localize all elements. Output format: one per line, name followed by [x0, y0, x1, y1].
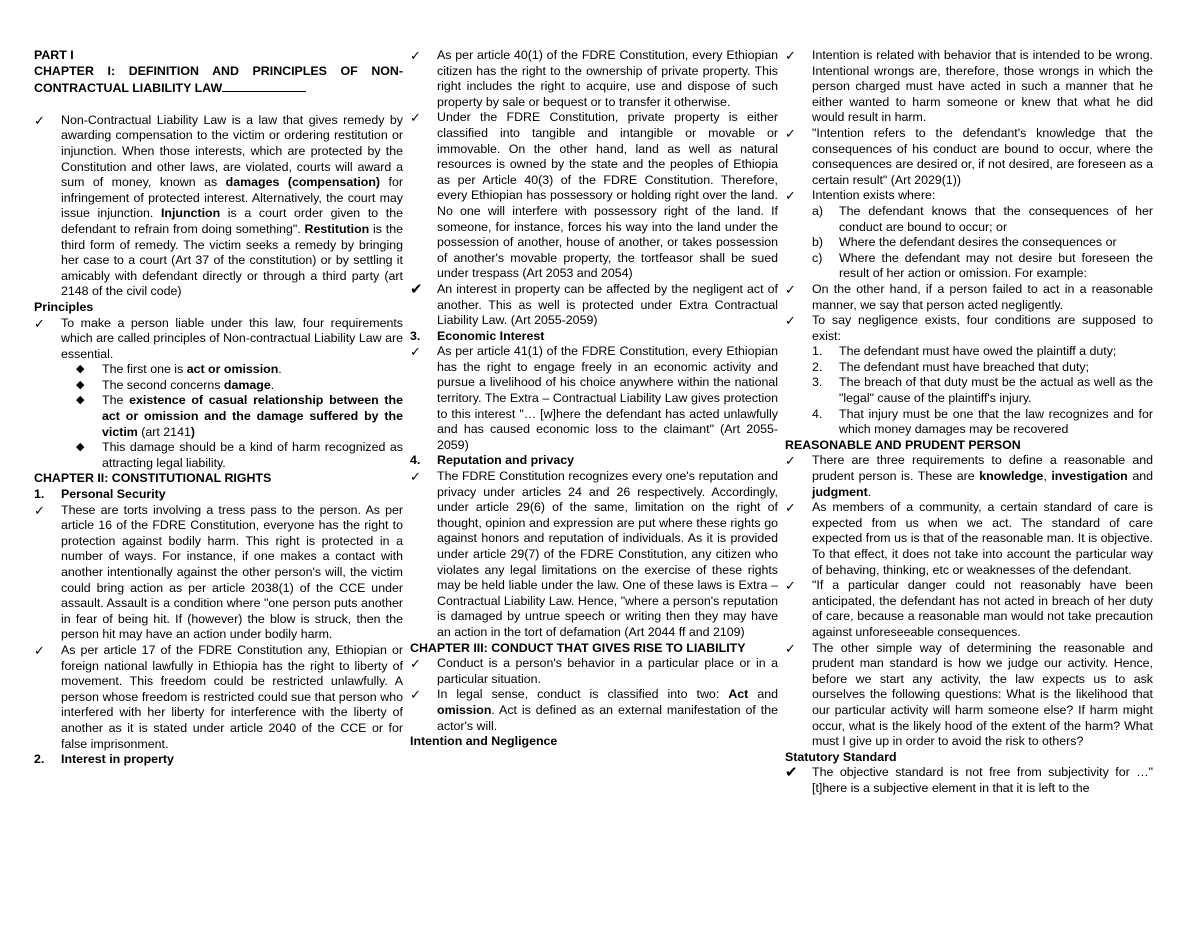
intention-paragraph: ✓ Intention is related with behavior that is intended to be wrong. Intentional wrongs are, therefore, those wrongs in which the person charged must have acted in such a manner that he either wanted to harm someone or knew that what he did would result in harm. [785, 48, 1153, 125]
section-heading: 3. Economic Interest [410, 328, 545, 343]
check-icon: ✓ [34, 315, 45, 331]
check-icon: ✓ [785, 640, 796, 656]
negligence-condition-item: 4. That injury must be one that the law recognizes and for which money damages may be recovered [812, 406, 1153, 437]
negligence-conditions-paragraph: ✓ To say negligence exists, four conditions are supposed to exist: [785, 313, 1153, 343]
chapter-3-title: CHAPTER III: CONDUCT THAT GIVES RISE TO LIABILITY [410, 640, 746, 655]
conduct-classification-paragraph: ✓ In legal sense, conduct is classified into two: Act and omission. Act is defined as an external manifestation of the actor's will. [410, 687, 778, 733]
check-icon: ✓ [410, 344, 421, 360]
intro-paragraph: ✓ Non-Contractual Liability Law is a law that gives remedy by awarding compensation to the victim or ordering restitution or injunction. When those interests, which are protected by the Constitution and other laws, are violated, courts will award a sum of money, known as damages (compensation) for infringement of protected interest. Alternatively, the court may issue injunction. Injunction is a court order given to the defendant to refrain from doing something". Restitution is the third form of remedy. The victim seeks a remedy by bringing her case to a court (Art 37 of the constitution) or by settling it amicably with defendant directly or through a third party (art 2148 of the civil code) [34, 112, 403, 299]
spacer [34, 97, 403, 113]
judge-activity-paragraph: ✓ The other simple way of determining the reasonable and prudent man standard is how we judge our activity. Hence, before we start any activity, the law expects us to ask ourselves the following questions: What is the likelihood that our particular activity will harm someone else? If harm might occur, what is the likely hood of the extent of the harm? What must I give up in order to avoid the risk to others? [785, 640, 1153, 749]
check-icon: ✓ [785, 188, 796, 204]
intention-negligence-heading: Intention and Negligence [410, 734, 558, 749]
check-icon: ✓ [410, 469, 421, 485]
standard-of-care-paragraph: ✓ As members of a community, a certain standard of care is expected from us when we act. The standard of care expected from us is that of the reasonable man. It is objective. To that effect, it does not take into account the particular way of behaving, thinking, etc or weaknesses of the defendant. [785, 500, 1153, 577]
check-icon: ✓ [785, 125, 796, 141]
diamond-bullet-icon: ◆ [76, 441, 85, 454]
principles-heading: Principles [34, 299, 94, 314]
unforeseeable-paragraph: ✓ "If a particular danger could not reasonably have been anticipated, the defendant has not acted in breach of her duty of care, because a reasonable man would not take precaution against unforeseeable consequences. [785, 578, 1153, 639]
check-icon: ✓ [34, 642, 45, 658]
statutory-standard-heading: Statutory Standard [785, 749, 897, 764]
check-icon: ✓ [410, 48, 421, 63]
economic-interest-paragraph: ✓ As per article 41(1) of the FDRE Constitution, every Ethiopian has the right to engage freely in an economic activity and pursue a livelihood of his choice anywhere within the national territory. The Extra – Contractual Liability Law gives protection to this interest "… [w]here the defendant has acted unlawfully and has caused economic loss to the claimant" (Art 2055-2059) [410, 344, 778, 452]
check-icon: ✓ [785, 281, 796, 297]
check-icon: ✓ [410, 656, 421, 672]
liberty-paragraph: ✓ As per article 17 of the FDRE Constitution any, Ethiopian or foreign national lawfully in Ethiopia has the right to liberty of movement. This freedom could be restricted unlawfully. A person whose freedom is restricted could sue that person who interfered with her liberty for interference with the liberty of another as it is stated under article 2040 of the CCE or for false imprisonment. [34, 642, 403, 751]
column-left [34, 48, 403, 768]
reputation-paragraph: ✓ The FDRE Constitution recognizes every one's reputation and privacy under articles 24 and 26 respectively. Accordingly, under article 29(6) of the same, limitation on the right of thought, opinion and expression are put where these rights go against honors and reputation of individuals. As it is provided under article 29(7) of the FDRE Constitution, any citizen who violates any legal limitations on the exercise of these rights may be held liable under the law. One of these laws is Extra – Contractual Liability Law. Hence, "where a person's reputation is damaged by untrue speech or writing then they may have an action in the tort of defamation (Art 2044 ff and 2109) [410, 469, 778, 639]
intention-subitem: a) The defendant knows that the consequences of her conduct are bound to occur; or [812, 203, 1153, 234]
section-heading: 1. Personal Security [34, 487, 166, 502]
check-icon: ✓ [785, 500, 796, 516]
intention-subitem: b) Where the defendant desires the consequences or [812, 235, 1117, 250]
section-heading: 4. Reputation and privacy [410, 453, 575, 468]
title-underline [222, 79, 306, 92]
heavy-check-icon: ✔ [785, 764, 798, 782]
diamond-bullet-icon: ◆ [76, 394, 85, 407]
check-icon: ✓ [785, 313, 796, 329]
section-heading: 2. Interest in property [34, 752, 174, 767]
principle-item: ◆ The first one is act or omission. [76, 362, 282, 377]
art40-paragraph: ✓ As per article 40(1) of the FDRE Constitution, every Ethiopian citizen has the right to the ownership of private property. This right includes the right to acquire, use and dispose of such property by sale or bequest or to transfer it otherwise. [410, 48, 778, 109]
intention-subitem: c) Where the defendant may not desire but foreseen the result of her action or omission. For example: [812, 250, 1153, 281]
negligently-paragraph: ✓ On the other hand, if a person failed to act in a reasonable manner, we say that person acted negligently. [785, 281, 1153, 312]
negligence-condition-item: 2. The defendant must have breached that duty; [812, 359, 1090, 374]
chapter-2-title: CHAPTER II: CONSTITUTIONAL RIGHTS [34, 471, 272, 486]
check-icon: ✓ [34, 112, 45, 128]
check-icon: ✓ [785, 48, 796, 63]
check-icon: ✓ [785, 578, 796, 594]
intention-definition-paragraph: ✓ "Intention refers to the defendant's knowledge that the consequences of his conduct are bound to occur, where the consequences are desired or, if not desired, are foreseen as a certain result" (Art 2029(1)) [785, 125, 1153, 187]
conduct-paragraph: ✓ Conduct is a person's behavior in a particular place or in a particular situation. [410, 656, 778, 686]
column-right [785, 48, 1153, 797]
check-icon: ✓ [410, 110, 421, 126]
diamond-bullet-icon: ◆ [76, 378, 85, 391]
negligence-condition-item: 3. The breach of that duty must be the actual as well as the "legal" cause of the plaintiff's injury. [812, 375, 1153, 406]
principle-item: ◆ The existence of casual relationship between the act or omission and the damage suffered by the victim (art 2141) [76, 393, 403, 439]
heavy-check-icon: ✔ [410, 280, 423, 298]
negligent-property-paragraph: ✔ An interest in property can be affected by the negligent act of another. This as well is protected under Extra Contractual Liability Law. (Art 2055-2059) [410, 280, 778, 328]
principle-item: ◆ The second concerns damage. [76, 377, 275, 392]
reasonable-prudent-heading: REASONABLE AND PRUDENT PERSON [785, 437, 1021, 452]
personal-security-paragraph: ✓ These are torts involving a tress pass to the person. As per article 16 of the FDRE Constitution, everyone has the right to protection against bodily harm. This right is protected in a number of ways. For instance, if one makes a contact with another intentionally against the other person's will, the victim could bring action as per article 2038(1) of the CCE under assault. Assault is a condition where "one person puts another in fear of being hit. If (however) the blow is struck, then the person hit may have an action under bodily harm. [34, 502, 403, 642]
check-icon: ✓ [785, 453, 796, 469]
property-paragraph: ✓ Under the FDRE Constitution, private property is either classified into tangible and intangible or movable or immovable. On the other hand, land as well as natural resources is owned by the state and the peoples of Ethiopia as per Article 40(3) of the FDRE Constitution. Therefore, every Ethiopian has possessory or holding right over the land. No one will interfere with possessory right of the land. If someone, for instance, forces his way into the land under the possession of another, house of another, or takes possession of another's movable property, the tortfeasor shall be sued under trespass (Art 2053 and 2054) [410, 110, 778, 281]
column-middle [410, 48, 778, 750]
principles-intro: ✓ To make a person liable under this law, four requirements which are called principles of Non-contractual Liability Law are essential. [34, 315, 403, 361]
statutory-paragraph: ✔ The objective standard is not free from subjectivity for …"[t]here is a subjective element in that it is left to the [785, 764, 1153, 795]
chapter-1-title: CHAPTER I: DEFINITION AND PRINCIPLES OF NON-CONTRACTUAL LIABILITY LAW [34, 63, 403, 96]
check-icon: ✓ [410, 687, 421, 703]
intention-exists-paragraph: ✓ Intention exists where: [785, 188, 936, 204]
check-icon: ✓ [34, 502, 45, 518]
rpp-requirements-paragraph: ✓ There are three requirements to define a reasonable and prudent person is. These are knowledge, investigation and judgment. [785, 453, 1153, 499]
negligence-condition-item: 1. The defendant must have owed the plaintiff a duty; [812, 344, 1117, 359]
diamond-bullet-icon: ◆ [76, 363, 85, 376]
part-heading: PART I [34, 48, 74, 62]
principle-item: ◆ This damage should be a kind of harm recognized as attracting legal liability. [76, 440, 403, 470]
